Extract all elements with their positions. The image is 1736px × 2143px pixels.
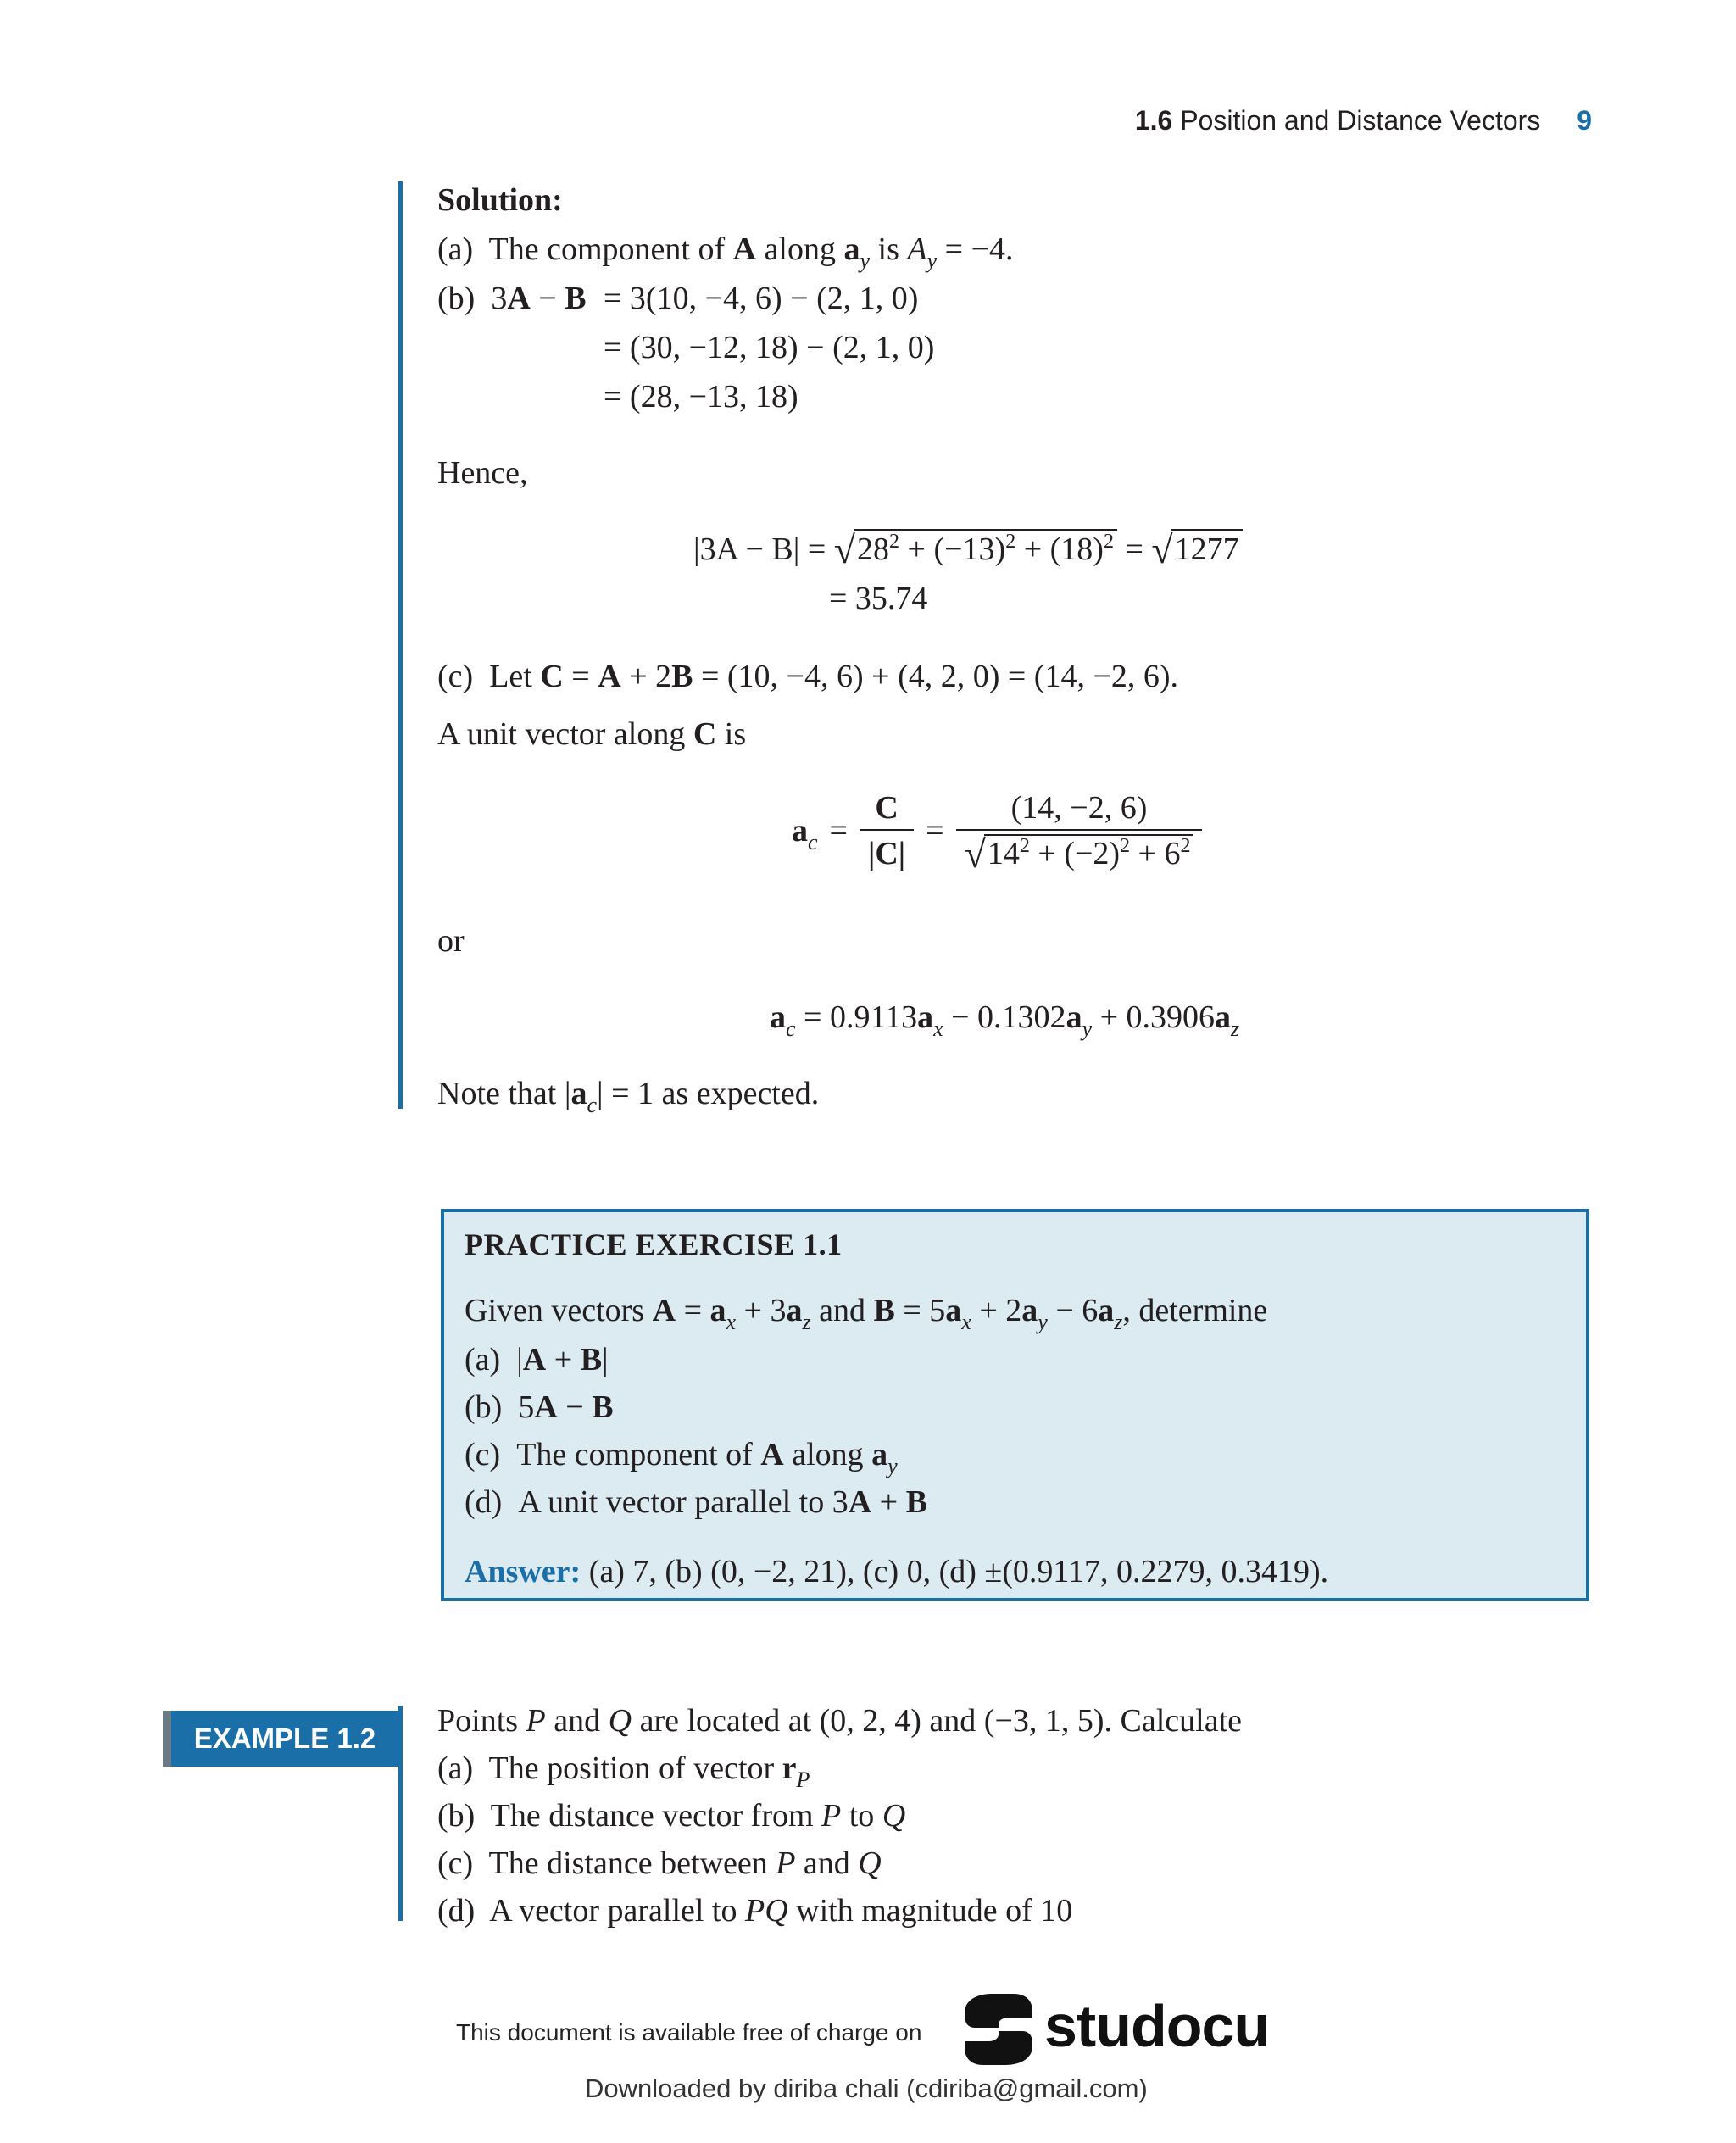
magnitude-result: = 35.74 <box>829 581 928 616</box>
solution-part-a: (a) The component of A along $a_y$ is $A_y = -4$. <box>437 231 1014 273</box>
hence-text: Hence, <box>437 455 528 491</box>
studocu-brand[interactable]: studocu <box>1044 1993 1270 2059</box>
square-root-2: √1277 <box>1151 529 1242 570</box>
solution-part-b-label: (b) 3A − B <box>437 281 587 316</box>
practice-item-c: (c) The component of A along $a_y$ <box>465 1437 898 1478</box>
answer-text: (a) 7, (b) (0, −2, 21), (c) 0, (d) ±(0.9117, 0.2279, 0.3419). <box>588 1554 1329 1589</box>
practice-item-a: (a) |A + B| <box>465 1342 609 1378</box>
example-side-rule <box>398 1706 403 1921</box>
example-badge: EXAMPLE 1.2 <box>171 1711 398 1767</box>
unit-vector-result: $a_c = 0.9113a_x - 0.1302a_y + 0.3906a_z$ <box>770 999 1240 1041</box>
solution-part-c: (c) Let C = A + 2B = (10, −4, 6) + (4, 2, 0) = (14, −2, 6). <box>437 659 1179 694</box>
magnitude-equation: $|3A - B| = √28^2 + (-13)^2 + (18)^2 = √1277$ <box>693 529 1243 570</box>
unit-vector-text: A unit vector along C is <box>437 716 747 752</box>
solution-side-rule <box>398 181 403 1109</box>
solution-heading: Solution: <box>437 182 563 218</box>
fraction-c-over-norm: $\frac{C}{|C|}$ <box>860 788 914 873</box>
practice-item-b: (b) 5A − B <box>465 1389 614 1425</box>
practice-answer <box>465 1551 1328 1592</box>
unit-vector-fraction: $a_c$ = $\frac{C}{|C|}$ = $\frac{(14, -2, 6)}{√14^2 + (-2)^2 + 6^2}$ <box>792 788 1202 873</box>
page-number: 9 <box>1577 105 1592 136</box>
solution-part-b-line-1: = 3(10, −4, 6) − (2, 1, 0) <box>604 281 919 316</box>
square-root-1: $√28^2 + (-13)^2 + (18)^2$ <box>834 529 1117 570</box>
fraction-components-over-norm: $\frac{(14, -2, 6)}{√14^2 + (-2)^2 + 6^2}$ <box>956 788 1203 873</box>
section-title: Position and Distance Vectors <box>1180 105 1541 136</box>
studocu-logo-icon[interactable] <box>958 1989 1039 2070</box>
answer-label: Answer: <box>465 1554 581 1589</box>
or-text: or <box>437 923 465 959</box>
running-head <box>1135 105 1592 136</box>
note-text: Note that $|a_c| = 1$ as expected. <box>437 1076 820 1117</box>
example-intro: Points P and Q are located at (0, 2, 4) and (−3, 1, 5). Calculate <box>437 1703 1243 1739</box>
practice-item-d: (d) A unit vector parallel to 3A + B <box>465 1484 927 1520</box>
footer-available-text: This document is available free of charge on <box>456 2019 922 2046</box>
footer-downloaded-text: Downloaded by diriba chali (cdiriba@gmail.com) <box>585 2073 1148 2103</box>
example-item-b: (b) The distance vector from P to Q <box>437 1798 906 1834</box>
solution-part-b-line-2: = (30, −12, 18) − (2, 1, 0) <box>604 330 935 365</box>
example-item-d: (d) A vector parallel to PQ with magnitude of 10 <box>437 1893 1073 1929</box>
example-item-c: (c) The distance between P and Q <box>437 1845 882 1881</box>
section-number: 1.6 <box>1134 105 1173 136</box>
practice-intro: Given vectors $A = a_x + 3a_z$ and $B = 5a_x + 2a_y - 6a_z$, determine <box>465 1293 1268 1334</box>
solution-part-b-line-3: = (28, −13, 18) <box>604 379 798 415</box>
example-item-a: (a) The position of vector $r_P$ <box>437 1751 810 1792</box>
practice-exercise-title: PRACTICE EXERCISE 1.1 <box>465 1227 843 1261</box>
